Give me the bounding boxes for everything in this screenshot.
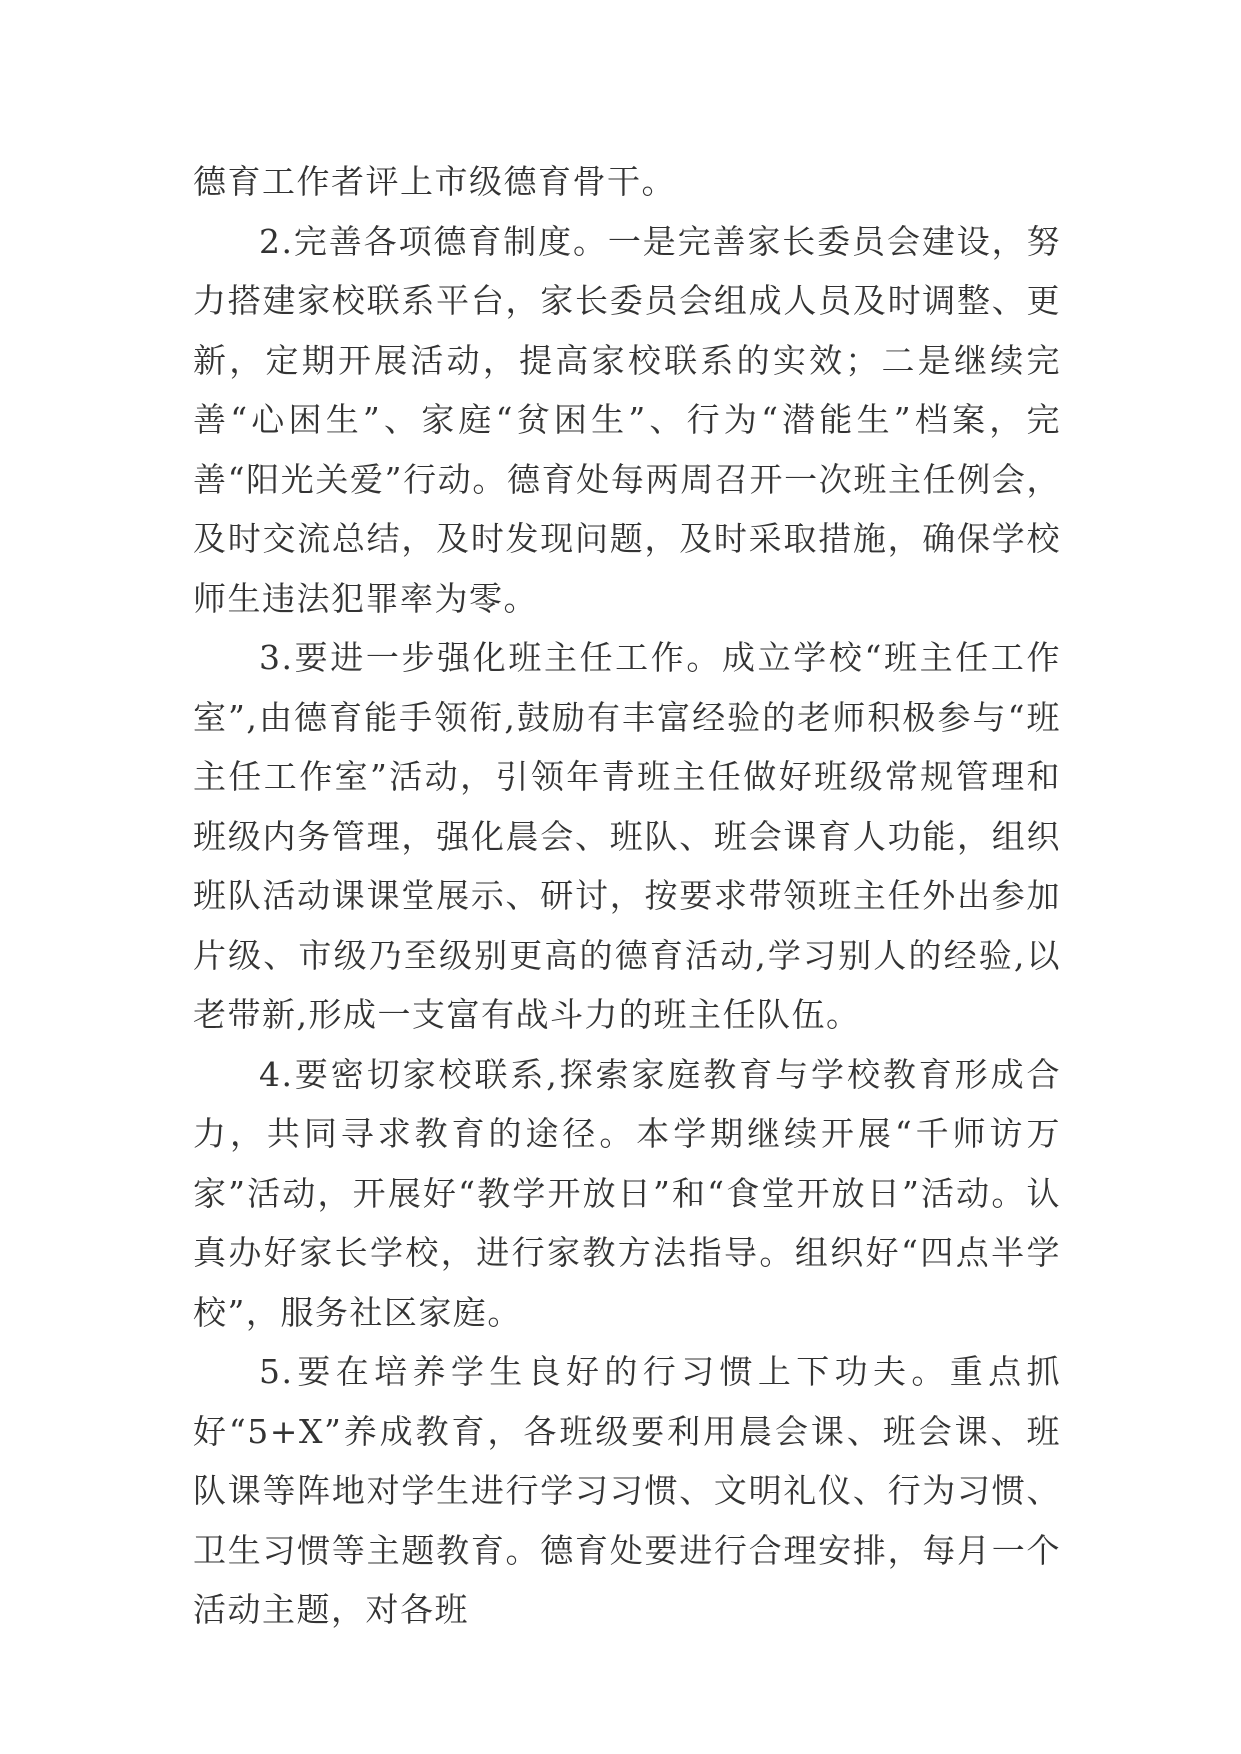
paragraph-head-teacher-work: 3.要进一步强化班主任工作。成立学校“班主任工作室”,由德育能手领衔,鼓励有丰富经验的老师积极参与“班主任工作室”活动，引领年青班主任做好班级常规管理和班级内务管理，强化晨会、班队、班会课育人功能，组织班队活动课课堂展示、研讨，按要求带领班主任外出参加片级、市级乃至级别更高的德育活动,学习别人的经验,以老带新,形成一支富有战斗力的班主任队伍。 (193, 638, 1061, 1034)
paragraph-moral-education-system: 2.完善各项德育制度。一是完善家长委员会建设，努力搭建家校联系平台，家长委员会组成人员及时调整、更新，定期开展活动，提高家校联系的实效；二是继续完善“心困生”、家庭“贫困生”、行为“潜能生”档案，完善“阳光关爱”行动。德育处每两周召开一次班主任例会，及时交流总结，及时发现问题，及时采取措施，确保学校师生违法犯罪率为零。 (193, 221, 1061, 618)
paragraph-home-school-contact: 4.要密切家校联系,探索家庭教育与学校教育形成合力，共同寻求教育的途径。本学期继续开展“千师访万家”活动，开展好“教学开放日”和“食堂开放日”活动。认真办好家长学校，进行家教方法指导。组织好“四点半学校”，服务社区家庭。 (193, 1054, 1061, 1332)
paragraph-student-habits: 5.要在培养学生良好的行习惯上下功夫。重点抓好“5+X”养成教育，各班级要利用晨会课、班会课、班队课等阵地对学生进行学习习惯、文明礼仪、行为习惯、卫生习惯等主题教育。德育处要进行合理安排，每月一个活动主题，对各班 (193, 1352, 1061, 1629)
paragraph-continuation: 德育工作者评上市级德育骨干。 (193, 162, 676, 201)
document-body (193, 152, 1061, 1640)
